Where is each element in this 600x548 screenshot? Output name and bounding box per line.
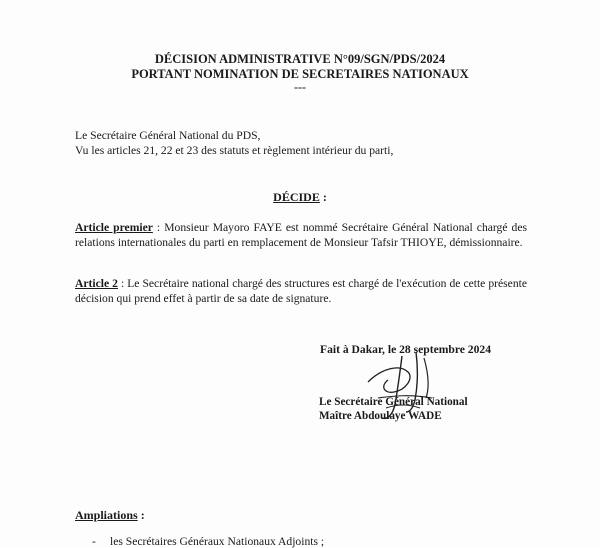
article-premier-label: Article premier <box>75 221 153 234</box>
signatory-title: Le Secrétaire Général National <box>319 396 468 408</box>
ampliation-item-text: les Secrétaires Généraux Nationaux Adjoints ; <box>110 535 325 548</box>
document-title-line1: DÉCISION ADMINISTRATIVE N°09/SGN/PDS/2024 <box>154 52 446 66</box>
article-2-text: : Le Secrétaire national chargé des structures est chargé de l'exécution de cette présente décision qui prend effet à partir de sa date de signature. <box>75 277 527 305</box>
preamble-line-issuer: Le Secrétaire Général National du PDS, <box>75 129 261 142</box>
article-premier <box>75 220 527 250</box>
preamble-line-legal-basis: Vu les articles 21, 22 et 23 des statuts et règlement intérieur du parti, <box>75 144 394 157</box>
decide-colon: : <box>319 190 327 204</box>
signatory-name: Maître Abdoulaye WADE <box>319 410 442 422</box>
article-2 <box>75 276 527 306</box>
ampliations-label: Ampliations <box>75 508 138 522</box>
title-separator: --- <box>294 80 306 94</box>
ampliations-colon: : <box>137 508 145 522</box>
place-and-date: Fait à Dakar, le 28 septembre 2024 <box>320 343 491 356</box>
ampliation-item <box>92 535 324 548</box>
decide-label: DÉCIDE <box>273 190 320 204</box>
list-dash: - <box>92 535 96 548</box>
ampliations-heading <box>75 508 145 523</box>
decide-heading <box>0 190 600 205</box>
article-2-label: Article 2 <box>75 277 118 290</box>
article-premier-text: : Monsieur Mayoro FAYE est nommé Secrétaire Général National chargé des relations internationales du parti en remplacement de Monsieur Tafsir THIOYE, démissionnaire. <box>75 221 527 249</box>
document-title-line2: PORTANT NOMINATION DE SECRETAIRES NATIONAUX <box>131 67 469 81</box>
